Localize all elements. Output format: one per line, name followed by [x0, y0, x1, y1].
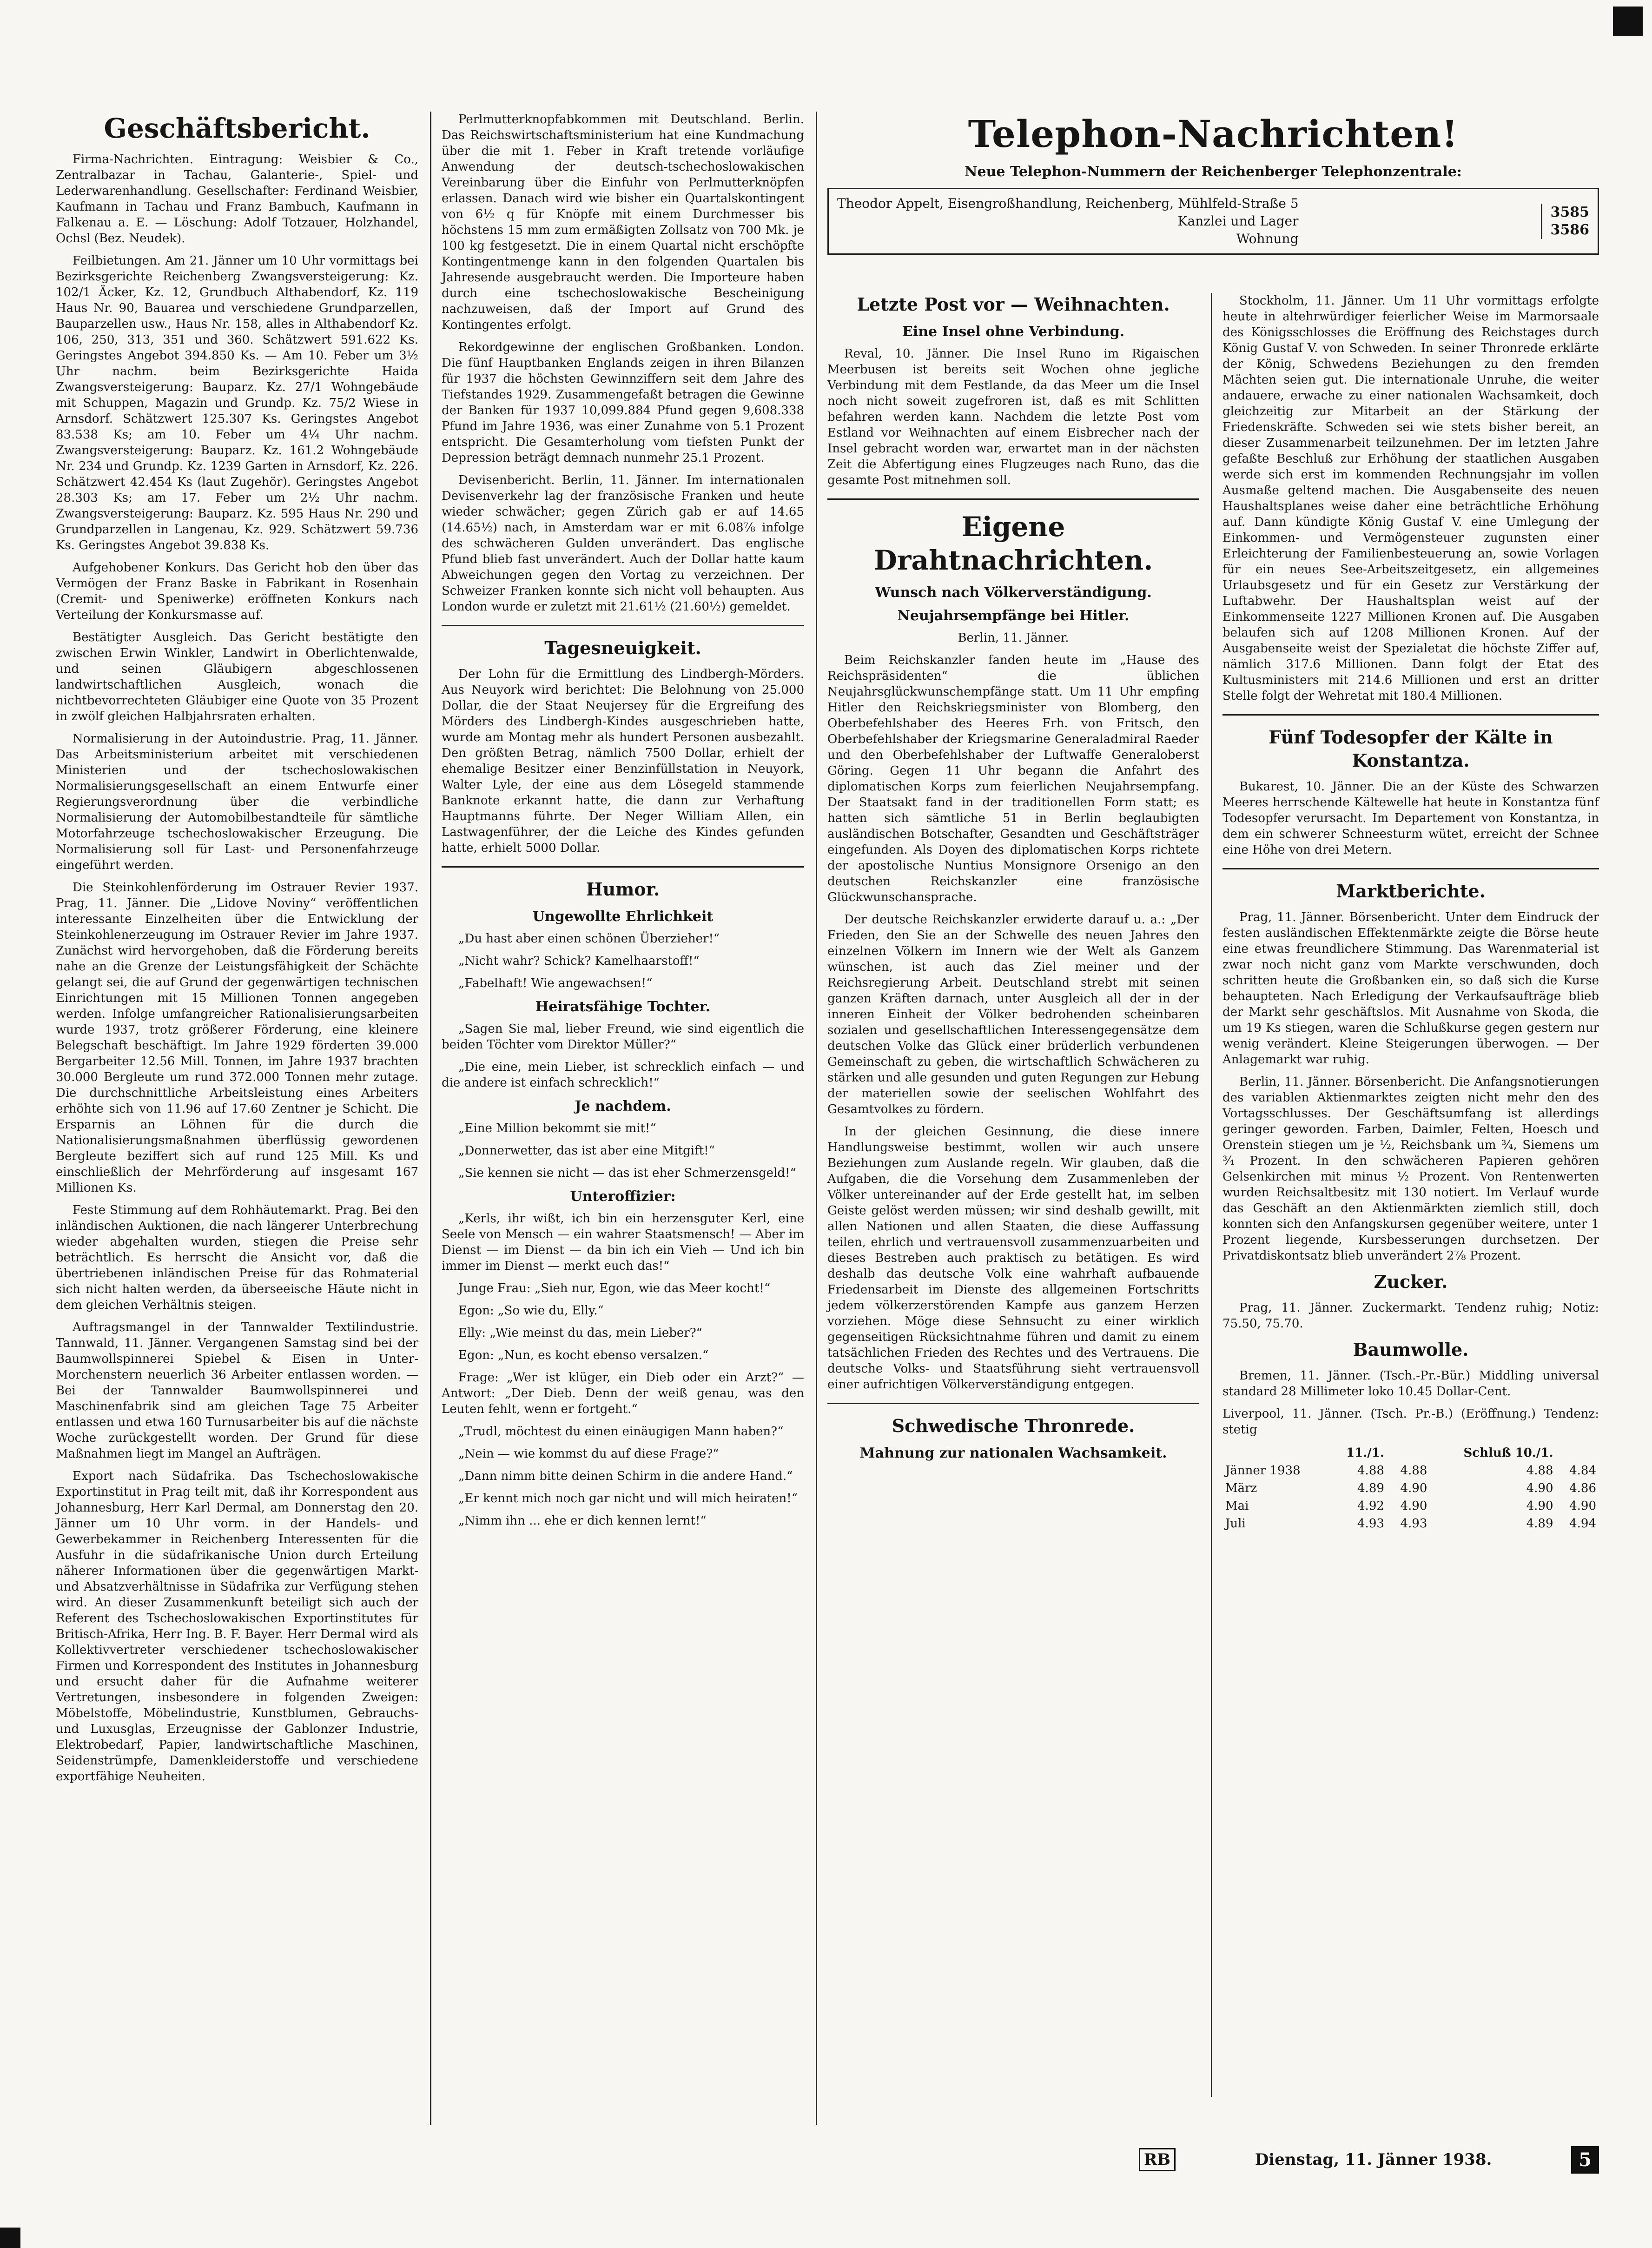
phone-box-line: Kanzlei und Lager [1177, 213, 1299, 229]
column-telegraph [827, 112, 1599, 1531]
section-heading: Schwedische Thronrede. [892, 1415, 1135, 1436]
table-cell: Juli [1225, 1517, 1246, 1531]
article-paragraph: Auftragsmangel in der Tannwalder Textilindustrie. Tannwald, 11. Jänner. Vergangenen Samstag sind bei der Baumwollspinnerei Spiebel & Eisen in Unter-Morchenstern neuerlich 36 Arbeiter entlassen worden. — Bei der Tannwalder Baumwollspinnerei und Maschinenfabrik sind am gleichen Tage 75 Arbeiter entlassen und etwa 160 Turnusarbeiter bis auf die nächste Woche zurückgestellt worden. Der Grund für diese Maßnahmen liegt im Mangel an Aufträgen. [56, 1320, 418, 1461]
joke [442, 998, 804, 1091]
section-heading: Geschäftsbericht. [104, 113, 370, 144]
joke [442, 1187, 804, 1274]
phone-box-numbers [1541, 204, 1590, 239]
joke-line: „Nein — wie kommst du auf diese Frage?“ [458, 1447, 719, 1461]
column-divider [1211, 293, 1212, 2097]
phone-number: 3586 [1550, 222, 1589, 238]
table-cell: 4.88 [1357, 1464, 1384, 1478]
subcolumn-left [827, 293, 1199, 1467]
joke-title: Heiratsfähige Tochter. [535, 999, 711, 1015]
article-paragraph: Perlmutterknopfabkommen mit Deutschland. Berlin. Das Reichswirtschaftsministerium hat eine Kundmachung über die mit 1. Feber in Kraft tretende vorläufige Anwendung der deutsch-tschechoslowakischen Vereinbarung über die Einfuhr von Perlmutterknöpfen erlassen. Danach wird wie bisher ein Quartalskontingent von 6½ q für Knöpfe mit einem Durchmesser bis höchstens 15 mm zum ermäßigten Zollsatz von 700 Mk. je 100 kg festgesetzt. Die in einem Quartal nicht erschöpfte Kontingentmenge kann in den folgenden Quartalen bis Jahresende ausgebraucht werden. Die Importeure haben durch eine tschechoslowakische Bescheinigung nachzuweisen, daß der Import auf Grund des Kontingentes erfolgt. [442, 113, 804, 332]
cotton-price-table [1222, 1444, 1599, 1532]
article-paragraph: Reval, 10. Jänner. Die Insel Runo im Rigaischen Meerbusen ist bereits seit Wochen ohne jegliche Verbindung mit dem Festlande, da das Meer um die Insel noch nicht soweit zugefroren ist, daß es mit Schlitten befahren werden kann. Nachdem die letzte Post vom Estland vor Weihnachten auf einem Eisbrecher nach der Insel gebracht worden war, erwartet man in der nächsten Zeit die Abfertigung eines Flugzeuges nach Runo, das die gesamte Post mitnehmen soll. [827, 347, 1199, 487]
table-cell: 4.93 [1357, 1517, 1384, 1531]
corner-mark [1613, 7, 1643, 36]
article-paragraph: In der gleichen Gesinnung, die diese innere Handlungsweise bestimmt, wollen wir auch unsere Beziehungen zum Auslande regeln. Wir glauben, daß die Aufgaben, die die Vorsehung dem Zusammenleben der Völker untereinander auf der Erde gestellt hat, im selben Geiste gelöst werden müssen; wir sind deshalb gewillt, mit allen Nationen und allen Staaten, die diese Auffassung teilen, ehrlich und vertrauensvoll zusammenzuarbeiten und dieses Bestreben auch praktisch zu betätigen. Es wird deshalb das deutsche Volk eine wahrhaft aufbauende Friedensarbeit im Dienste des allgemeinen Fortschritts jedem völkerzerstörenden Kampfe aus ganzem Herzen vorziehen. Möge diese Sehnsucht zu einer wirklich gegenseitigen Rücksichtnahme führen und damit zu einem tatsächlichen Frieden des Rechtes und des Vertrauens. Die deutsche Volks- und Staatsführung sieht vertrauensvoll einer aufrichtigen Völkerverständigung entgegen. [827, 1125, 1199, 1392]
phone-box-text [837, 195, 1299, 248]
table-cell: 4.90 [1526, 1481, 1553, 1495]
newspaper-page [56, 84, 1599, 2185]
table-cell: 4.93 [1400, 1517, 1427, 1531]
publisher-mark: RB [1139, 2148, 1176, 2171]
phone-box-line: Wohnung [1236, 231, 1299, 246]
table-cell: 4.90 [1400, 1481, 1427, 1495]
article-paragraph: Bestätigter Ausgleich. Das Gericht bestätigte den zwischen Erwin Winkler, Landwirt in Oberlichtenwalde, und seinen Gläubigern abgeschlossenen landwirtschaftlichen Ausgleich, wonach die nichtbevorrechteten Gläubiger eine Quote von 35 Prozent in zwölf gleichen Halbjahrsraten erhalten. [56, 630, 418, 723]
joke-title: Ungewollte Ehrlichkeit [532, 908, 714, 925]
article-paragraph: Der Lohn für die Ermittlung des Lindbergh-Mörders. Aus Neuyork wird berichtet: Die Belohnung von 25.000 Dollar, die der Staat Neujersey für die Ergreifung des Mörders des Lindbergh-Kindes ausgeschrieben hatte, wurde am Montag mehr als hundert Personen ausbezahlt. Den größten Betrag, nämlich 7500 Dollar, erhielt der ehemalige Besitzer einer Benzinfüllstation in Neuyork, Walter Lyle, der eine aus dem Lösegeld stammende Banknote erkannt hatte, die dann zur Verhaftung Hauptmanns führte. Der Neger William Allen, ein Lastwagenführer, der die Leiche des Kindes gefunden hatte, erhielt 5000 Dollar. [442, 667, 804, 855]
section-heading: Zucker. [1374, 1271, 1448, 1292]
article-paragraph: Der deutsche Reichskanzler erwiderte darauf u. a.: „Der Frieden, den Sie an der Schwelle des neuen Jahres den einzelnen Völkern im Innern wie der Welt als Ganzem wünschen, ist auch das Ziel meiner und der Reichsregierung Arbeit. Deutschland strebt mit seinen ganzen Kräften darnach, unter Ausgleich all der in der inneren Einheit der Völker bedrohenden scheinbaren sozialen und gesellschaftlichen Interessengegensätze dem deutschen Volke das Glück einer brüderlich verbundenen Gemeinschaft zu geben, die wirtschaftlich Schwächeren zu stärken und alle gesunden und guten Regungen zur Hebung der materiellen sowie der seelischen Wohlfahrt des Gesamtvolkes zu fördern. [827, 913, 1199, 1116]
joke [442, 908, 804, 991]
table-header-cell: 11./1. [1346, 1446, 1384, 1460]
table-header-cell: Schluß 10./1. [1463, 1446, 1553, 1460]
table-row [1222, 1462, 1599, 1479]
table-cell: 4.86 [1569, 1481, 1596, 1495]
article-paragraph: Firma-Nachrichten. Eintragung: Weisbier & Co., Zentralbazar in Tachau, Galanterie-, Spiel- und Lederwarenhandlung. Gesellschafter: Ferdinand Weisbier, Kaufmann in Tachau und Franz Bambuch, Kaufmann in Falkenau a. E. — Löschung: Adolf Totzauer, Holzhandel, Ochsl (Bez. Neudek). [56, 153, 418, 245]
table-header-cell [1387, 1444, 1430, 1462]
table-cell: 4.94 [1569, 1517, 1596, 1531]
joke-line: Elly: „Wie meinst du das, mein Lieber?“ [458, 1326, 702, 1340]
corner-mark [0, 2228, 20, 2248]
joke [442, 1491, 804, 1529]
column-divider [816, 112, 817, 2125]
section-rule [442, 866, 804, 868]
section-rule [442, 625, 804, 626]
article-paragraph: Feste Stimmung auf dem Rohhäutemarkt. Prag. Bei den inländischen Auktionen, die nach längerer Unterbrechung wieder abgehalten wurden, stiegen die Preise sehr beträchtlich. Es herrscht die Ansicht vor, daß die übertriebenen inländischen Preise für das Rohmaterial sich nicht halten werden, da überseeische Häute nicht in dem gleichen Verhältnis steigen. [56, 1203, 418, 1312]
joke-line: Junge Frau: „Sieh nur, Egon, wie das Meer kocht!“ [458, 1281, 771, 1295]
section-subheading: Wunsch nach Völkerverständigung. [875, 584, 1152, 601]
article-paragraph: Die Steinkohlenförderung im Ostrauer Revier 1937. Prag, 11. Jänner. Die „Lidove Noviny“ veröffentlichen interessante Einzelheiten über die Entwicklung der Steinkohlenerzeugung im Ostrauer Revier im Jahre 1937. Zunächst wird hervorgehoben, daß die Förderung bereits nahe an die Grenze der Leistungsfähigkeit der Schächte gelangt sei, die auf Grund der gegenwärtigen technischen Einrichtungen mit 15 Millionen Tonnen angegeben werden. Infolge umfangreicher Rationalisierungsarbeiten wurde 1937, trotz größerer Förderung, eine kleinere Belegschaft beschäftigt. Im Jahre 1929 förderten 39.000 Bergarbeiter 12.56 Mill. Tonnen, im Jahre 1937 brachten 30.000 Bergleute um rund 372.000 Tonnen mehr zutage. Die durchschnittliche Arbeitsleistung eines Arbeiters erhöhte sich von 11.96 auf 17.60 Zentner je Schicht. Die Ersparnis an Löhnen für die durch die Nationalisierungsmaßnahmen überflüssig gewordenen Bergleute beziffert sich auf rund 125 Mill. Ks und einschließlich der Mehrförderung auf insgesamt 167 Millionen Ks. [56, 881, 418, 1195]
column-divider [430, 112, 431, 2125]
joke-line: „Die eine, mein Lieber, ist schrecklich einfach — und die andere ist einfach schrecklich!“ [442, 1060, 804, 1090]
phone-number: 3585 [1550, 204, 1589, 220]
table-cell: 4.88 [1400, 1464, 1427, 1478]
table-cell: 4.89 [1526, 1517, 1553, 1531]
phone-box [827, 188, 1599, 255]
article-paragraph: Berlin, 11. Jänner. Börsenbericht. Die Anfangsnotierungen des variablen Aktienmarktes zeigten nicht mehr den des Vortagsschlusses. Der Geschäftsumfang ist allerdings geringer geworden. Farben, Daimler, Felten, Hoesch und Orenstein stiegen um je ½, Reichsbank um ¾, Siemens um ¾ Prozent. In den schwächeren Papieren gehören Gelsenkirchen mit minus ½ Prozent. Von Rentenwerten wurden Reichsaltbesitz mit 130 notiert. Im Verlauf wurde das Geschäft an den Aktienmärkten ziemlich still, doch konnten sich den Anfangskursen gegenüber weitere, unter 1 Prozent liegende, Kursbesserungen durchsetzen. Der Privatdiskontsatz blieb unverändert 2⅞ Prozent. [1222, 1075, 1599, 1263]
joke-line: „Sie kennen sie nicht — das ist eher Schmerzensgeld!“ [458, 1166, 796, 1180]
section-heading: Fünf Todesopfer der Kälte in Konstantza. [1269, 727, 1553, 771]
page-footer [1139, 2143, 1599, 2176]
section-rule [1222, 868, 1599, 869]
table-cell: 4.89 [1357, 1481, 1384, 1495]
section-subheading: Neujahrsempfänge bei Hitler. [897, 608, 1130, 624]
table-cell: 4.90 [1569, 1499, 1596, 1513]
joke-title: Je nachdem. [575, 1098, 671, 1114]
joke-line: Egon: „Nun, es kocht ebenso versalzen.“ [458, 1348, 709, 1362]
table-cell: Jänner 1938 [1225, 1464, 1301, 1478]
column-news [442, 112, 804, 1535]
section-subheading: Eine Insel ohne Verbindung. [902, 324, 1125, 340]
column-business [56, 112, 418, 1791]
joke-line: „Donnerwetter, das ist aber eine Mitgift!“ [458, 1144, 715, 1158]
section-heading: Tagesneuigkeit. [544, 637, 701, 658]
section-heading: Baumwolle. [1353, 1339, 1469, 1360]
table-cell: 4.84 [1569, 1464, 1596, 1478]
section-heading: Letzte Post vor — Weihnachten. [857, 294, 1170, 315]
article-paragraph: Bukarest, 10. Jänner. Die an der Küste des Schwarzen Meeres herrschende Kältewelle hat heute in Konstantza fünf Todesopfer verursacht. Im Departement von Konstantza, in dem ein schwerer Schneesturm wütet, erreicht der Schnee eine Höhe von drei Metern. [1222, 780, 1599, 857]
article-paragraph: Normalisierung in der Autoindustrie. Prag, 11. Jänner. Das Arbeitsministerium arbeitet mit verschiedenen Ministerien und der tschechoslowakischen Normalisierungsgesellschaft an einem Entwurfe einer Regierungsverordnung über die verbindliche Normalisierung der Automobilbestandteile für sämtliche Motorfahrzeuge tschechoslowakischer Erzeugung. Die Normalisierung soll für Last- und Personenfahrzeuge eingeführt werden. [56, 732, 418, 872]
article-paragraph: Aufgehobener Konkurs. Das Gericht hob den über das Vermögen der Franz Baske in Fabrikant in Rosenhain (Cremit- und Speniwerke) eröffneten Konkurs nach Verteilung der Konkursmasse auf. [56, 561, 418, 622]
article-paragraph: Feilbietungen. Am 21. Jänner um 10 Uhr vormittags bei Bezirksgerichte Reichenberg Zwangsversteigerung: Kz. 102/1 Äcker, Kz. 12, Grundbuch Althabendorf, Kz. 119 Haus Nr. 90, Bauarea und verschiedene Grundparzellen, Bauparzellen usw., Haus Nr. 158, alles in Althabendorf Kz. 106, 250, 313, 351 und 360. Schätzwert 591.622 Ks. Geringstes Angebot 394.850 Ks. — Am 10. Feber um 3½ Uhr nachm. beim Bezirksgerichte Haida Zwangsversteigerung: Bauparz. Kz. 27/1 Wohngebäude mit Schuppen, Magazin und Grundp. Kz. 75/2 Wiese in Arnsdorf. Schätzwert 125.307 Ks. Geringstes Angebot 83.538 Ks; am 10. Feber um 4¼ Uhr nachm. Zwangsversteigerung: Bauparz. Kz. 161.2 Wohngebäude Nr. 234 und Grundp. Kz. 1239 Garten in Arnsdorf, Kz. 226. Schätzwert 42.454 Ks (laut Zugehör). Geringstes Angebot 28.303 Ks; am 17. Feber um 2½ Uhr nachm. Zwangsversteigerung: Bauparz. Kz. 595 Haus Nr. 290 und Grundparzellen in Langenau, Kz. 929. Schätzwert 59.736 Ks. Geringstes Angebot 39.838 Ks. [56, 254, 418, 552]
section-subheading: Mahnung zur nationalen Wachsamkeit. [859, 1445, 1167, 1461]
section-heading: Marktberichte. [1336, 881, 1486, 902]
article-paragraph: Bremen, 11. Jänner. (Tsch.-Pr.-Bür.) Middling universal standard 28 Millimeter loko 10.45 Dollar-Cent. [1222, 1369, 1599, 1399]
section-heading: Eigene Drahtnachrichten. [873, 511, 1153, 576]
page-number: 5 [1571, 2146, 1599, 2174]
joke-line: Frage: „Wer ist klüger, ein Dieb oder ein Arzt?“ — Antwort: „Der Dieb. Denn der weiß genau, was den Leuten fehlt, wenn er fortgeht.“ [442, 1371, 804, 1416]
joke-line: „Nicht wahr? Schick? Kamelhaarstoff!“ [458, 954, 700, 968]
dateline: Berlin, 11. Jänner. [958, 631, 1069, 645]
section-rule [827, 498, 1199, 500]
article-paragraph: Prag, 11. Jänner. Zuckermarkt. Tendenz ruhig; Notiz: 75.50, 75.70. [1222, 1301, 1599, 1331]
joke-line: Egon: „So wie du, Elly.“ [458, 1304, 604, 1318]
joke-line: „Dann nimm bitte deinen Schirm in die andere Hand.“ [458, 1469, 793, 1483]
section-heading: Humor. [586, 879, 660, 900]
table-row [1222, 1479, 1599, 1497]
joke-line: „Du hast aber einen schönen Überzieher!“ [458, 932, 720, 946]
article-paragraph: Export nach Südafrika. Das Tschechoslowakische Exportinstitut in Prag teilt mit, daß ihr Korrespondent aus Johannesburg, Herr Karl Dermal, am Donnerstag den 20. Jänner um 10 Uhr vorm. in der Handels- und Gewerbekammer in Reichenberg Interessenten für die Ausfuhr in die südafrikanische Union durch Erteilung näherer Informationen über die gegenwärtigen Markt- und Absatzverhältnisse in Südafrika zur Verfügung stehen wird. An dieser Zusammenkunft beteiligt sich auch der Referent des Tschechoslowakischen Exportinstitutes für Britisch-Afrika, Herr Ing. B. F. Bayer. Herr Dermal wird als Kollektivvertreter verschiedener tschechoslowakischer Firmen und Korrespondent des Institutes in Johannesburg und ersucht daher für die Aufnahme weiterer Vertretungen, insbesondere in folgenden Zweigen: Möbelstoffe, Möbelindustrie, Kunstblumen, Gebrauchs- und Luxusglas, Erzeugnisse der Gablonzer Industrie, Elektrobedarf, Papier, landwirtschaftliche Maschinen, Seidenstrümpfe, Damenkleiderstoffe und verschiedene exportfähige Neuheiten. [56, 1469, 418, 1784]
joke-line: „Er kennt mich noch gar nicht und will mich heiraten!“ [458, 1492, 798, 1505]
table-header-cell [1222, 1444, 1329, 1462]
subcolumn-right [1222, 293, 1599, 1532]
footer-date: Dienstag, 11. Jänner 1938. [1255, 2150, 1492, 2169]
joke-line: „Fabelhaft! Wie angewachsen!“ [458, 976, 653, 990]
joke [442, 1097, 804, 1181]
article-paragraph: Stockholm, 11. Jänner. Um 11 Uhr vormittags erfolgte heute in altehrwürdiger feierlicher Weise im Marmorsaale des Königsschlosses die Eröffnung des Reichstages durch König Gustaf V. von Schweden. In seiner Thronrede erklärte der König, Schwedens Beziehungen zu den fremden Mächten seien gut. Die internationale Unruhe, die weiter andauere, erwache zu einer nationalen Wachsamkeit, doch gleichzeitig zur Mitarbeit an der Stärkung der Friedenskräfte. Schweden sei wie stets bisher bereit, an dieser Zusammenarbeit teilzunehmen. Der im letzten Jahre gefaßte Beschluß zur Erhöhung der staatlichen Ausgaben werde sich erst im kommenden Rechnungsjahr im vollen Ausmaße geltend machen. Die Ausgabenseite des neuen Haushaltsplanes weise daher eine beträchtliche Erhöhung auf. Dann kündigte König Gustaf V. eine Umlegung der Einkommen- und Vermögensteuer zugunsten einer Erleichterung der Familienbesteuerung an, sowie Vorlagen für ein neues See-Arbeitszeitgesetz, ein allgemeines Urlaubsgesetz und für ein Gesetz zur Verstärkung der Luftabwehr. Der Haushaltsplan weist auf der Einkommenseite 1227 Millionen Kronen auf. Die Ausgaben belaufen sich auf 1208 Millionen Kronen. Auf der Ausgabenseite weist der Spezialetat die höchste Ziffer auf, nämlich 317.6 Millionen. Dann folgt der Etat des Kultusministers mit 214.6 Millionen und erst an dritter Stelle folgt der Wehretat mit 180.4 Millionen. [1222, 294, 1599, 703]
joke-line: „Kerls, ihr wißt, ich bin ein herzensguter Kerl, eine Seele von Mensch — ein wahrer Staatsmensch! — Aber im Dienst — im Dienst — da bin ich ein Vieh — Und ich bin immer im Dienst — merkt euch das!“ [442, 1212, 804, 1273]
joke-line: „Nimm ihn ... ehe er dich kennen lernt!“ [458, 1514, 707, 1528]
masthead-subtitle: Neue Telephon-Nummern der Reichenberger Telephonzentrale: [965, 164, 1462, 180]
table-cell: 4.90 [1526, 1499, 1553, 1513]
article-paragraph: Prag, 11. Jänner. Börsenbericht. Unter dem Eindruck der festen ausländischen Effektenmärkte zeigte die Börse heute eine etwas freundlichere Stimmung. Das Warenmaterial ist zwar noch nicht ganz vom Markte verschwunden, doch schritten heute die Großbanken ein, so daß sich die Kurse behaupteten. Nach Erledigung der Verkaufsaufträge blieb der Markt sehr geschäftslos. Mit Ausnahme von Skoda, die um 19 Ks stiegen, waren die Schlußkurse gegen gestern nur wenig verändert. Kleine Steigerungen überwogen. — Der Anlagemarkt war ruhig. [1222, 910, 1599, 1067]
joke [442, 1280, 804, 1363]
table-cell: März [1225, 1481, 1257, 1495]
joke-line: „Sagen Sie mal, lieber Freund, wie sind eigentlich die beiden Töchter vom Direktor Müller?“ [442, 1022, 804, 1052]
article-paragraph: Liverpool, 11. Jänner. (Tsch. Pr.-B.) (Eröffnung.) Tendenz: stetig [1222, 1407, 1599, 1437]
joke-line: „Trudl, möchtest du einen einäugigen Mann haben?“ [458, 1425, 784, 1439]
joke [442, 1424, 804, 1484]
table-cell: Mai [1225, 1499, 1249, 1513]
section-rule [827, 1403, 1199, 1404]
table-row [1222, 1515, 1599, 1532]
joke-line: „Eine Million bekommt sie mit!“ [458, 1121, 656, 1135]
article-paragraph: Beim Reichskanzler fanden heute im „Hause des Reichspräsidenten“ die üblichen Neujahrsglückwunschempfänge statt. Um 11 Uhr empfing Hitler den Reichskriegsminister von Blomberg, den Oberbefehlshaber des Heeres Frh. von Fritsch, den Oberbefehlshaber der Kriegsmarine Generaladmiral Raeder und den Oberbefehlshaber der Luftwaffe Generaloberst Göring. Gegen 11 Uhr begann die Anfahrt des diplomatischen Korps zum feierlichen Neujahrsempfang. Der Staatsakt fand in der traditionellen Form statt; es hatten sich sämtliche 51 in Berlin beglaubigten ausländischen Botschafter, Gesandten und Geschäftsträger eingefunden. Als Doyen des diplomatischen Korps richtete der apostolische Nuntius Monsignore Orsenigo an den deutschen Reichskanzler eine französische Glückwunschansprache. [827, 653, 1199, 904]
table-header-row [1222, 1444, 1599, 1462]
table-header-cell [1556, 1444, 1599, 1462]
article-paragraph: Devisenbericht. Berlin, 11. Jänner. Im internationalen Devisenverkehr lag der französische Franken und heute wieder schwächer; gegen Zürich gab er auf 14.65 (14.65½) nach, in Amsterdam war er mit 6.08⅞ infolge des schwächeren Gulden unverändert. Das englische Pfund blieb fast unverändert. Auch der Dollar hatte kaum Abweichungen gegen den Vortag zu verzeichnen. Der Schweizer Franken konnte sich nicht voll behaupten. Aus London wurde er zuletzt mit 21.61½ (21.60½) gemeldet. [442, 473, 804, 614]
masthead: Telephon-Nachrichten! [968, 112, 1459, 156]
table-cell: 4.88 [1526, 1464, 1553, 1478]
phone-box-line: Theodor Appelt, Eisengroßhandlung, Reichenberg, Mühlfeld-Straße 5 [837, 196, 1299, 211]
article-paragraph: Rekordgewinne der englischen Großbanken. London. Die fünf Hauptbanken Englands zeigen in ihren Bilanzen für 1937 die höchsten Gewinnziffern seit dem Jahre des Tiefstandes 1929. Zusammengefaßt betragen die Gewinne der Banken für 1937 10,099.884 Pfund gegen 9,608.338 Pfund im Jahre 1936, was einer Zunahme von 5.1 Prozent entspricht. Die Gesamterholung vom tiefsten Punkt der Depression beträgt demnach nunmehr 25.1 Prozent. [442, 340, 804, 465]
table-cell: 4.90 [1400, 1499, 1427, 1513]
section-rule [1222, 714, 1599, 716]
table-row [1222, 1497, 1599, 1515]
joke-title: Unteroffizier: [570, 1188, 676, 1205]
joke [442, 1370, 804, 1417]
table-cell: 4.92 [1357, 1499, 1384, 1513]
